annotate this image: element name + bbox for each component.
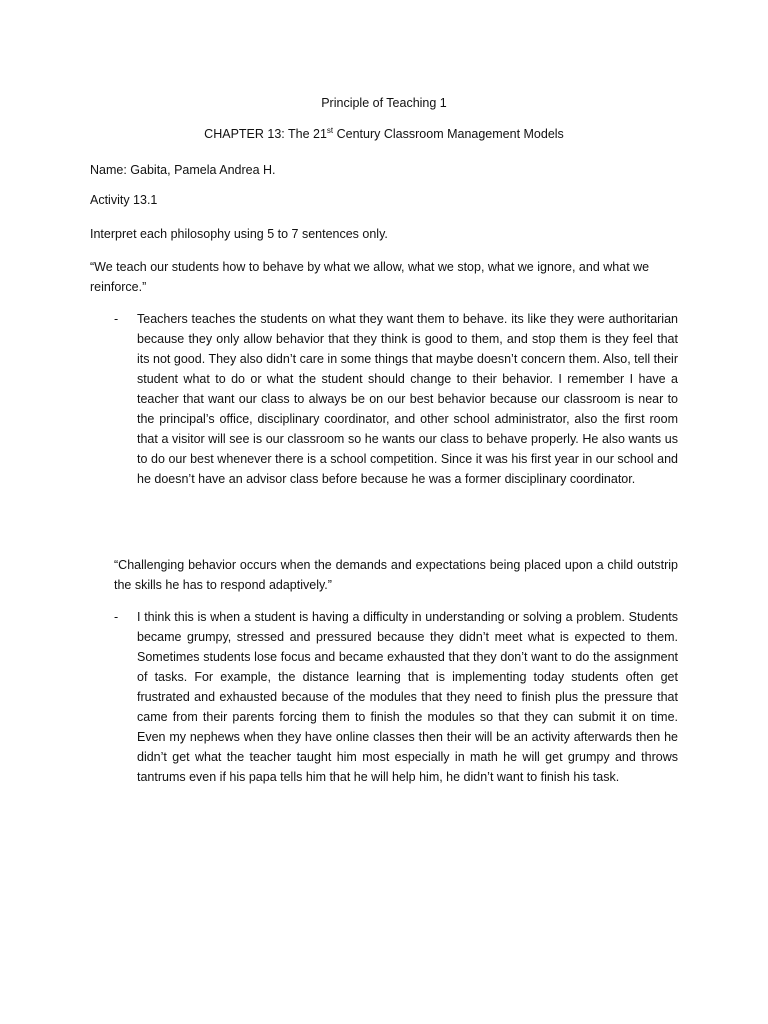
answer-paragraph-2: I think this is when a student is having a difficulty in understanding or solving a problem. Students became grumpy, stressed and pressured because they didn’t meet what is expected to them. Sometimes students lose focus and became exhausted that they don’t want to do the assignment of tasks. For example, the distance learning that is implementing today students often get frustrated and exhausted because of the modules that they need to finish plus the pressure that came from their parents forcing them to finish the modules so that they can submit it on time. Even my nephews when they have online classes then their will be an activity afterwards then he didn’t get what the teacher taught him most especially in math he will get grumpy and throws tantrums even if his papa tells him that he will help him, he didn’t want to finish his task.	[137, 610, 678, 784]
answer-paragraph-1: Teachers teaches the students on what they want them to behave. its like they were authoritarian because they only allow behavior that they think is good to them, and stop them is they feel that its not good. They also didn’t care in some things that maybe doesn’t concern them. Also, tell their student what to do or what the student should change to their behavior. I remember I have a teacher that want our class to always be on our best behavior because our classroom is near to the principal’s office, disciplinary coordinator, and other school administrator, also the first room that a visitor will see is our classroom so he wants our class to behave properly. He also wants us to do our best whenever there is a school competition. Since it was his first year in our school and he doesn’t have an advisor class before because he was a former disciplinary coordinator.	[137, 312, 678, 486]
chapter-title-suffix: Century Classroom Management Models	[333, 127, 564, 141]
chapter-title	[0, 124, 768, 144]
philosophy-quote-1: “We teach our students how to behave by what we allow, what we stop, what we ignore, and what we reinforce.”	[90, 260, 650, 294]
bullet-dash: -	[114, 312, 119, 326]
student-name: Name: Gabita, Pamela Andrea H.	[90, 163, 276, 177]
bullet-dash: -	[114, 610, 119, 624]
activity-instruction: Interpret each philosophy using 5 to 7 sentences only.	[90, 227, 388, 241]
philosophy-answer-1	[114, 309, 678, 489]
chapter-title-superscript: st	[326, 125, 334, 135]
course-title: Principle of Teaching 1	[321, 96, 447, 110]
activity-title: Activity 13.1	[90, 193, 158, 207]
philosophy-quote-2: “Challenging behavior occurs when the demands and expectations being placed upon a child outstrip the skills he has to respond adaptively.”	[114, 558, 678, 592]
philosophy-answer-2	[114, 607, 678, 787]
chapter-title-prefix: CHAPTER 13: The 21	[204, 127, 327, 141]
